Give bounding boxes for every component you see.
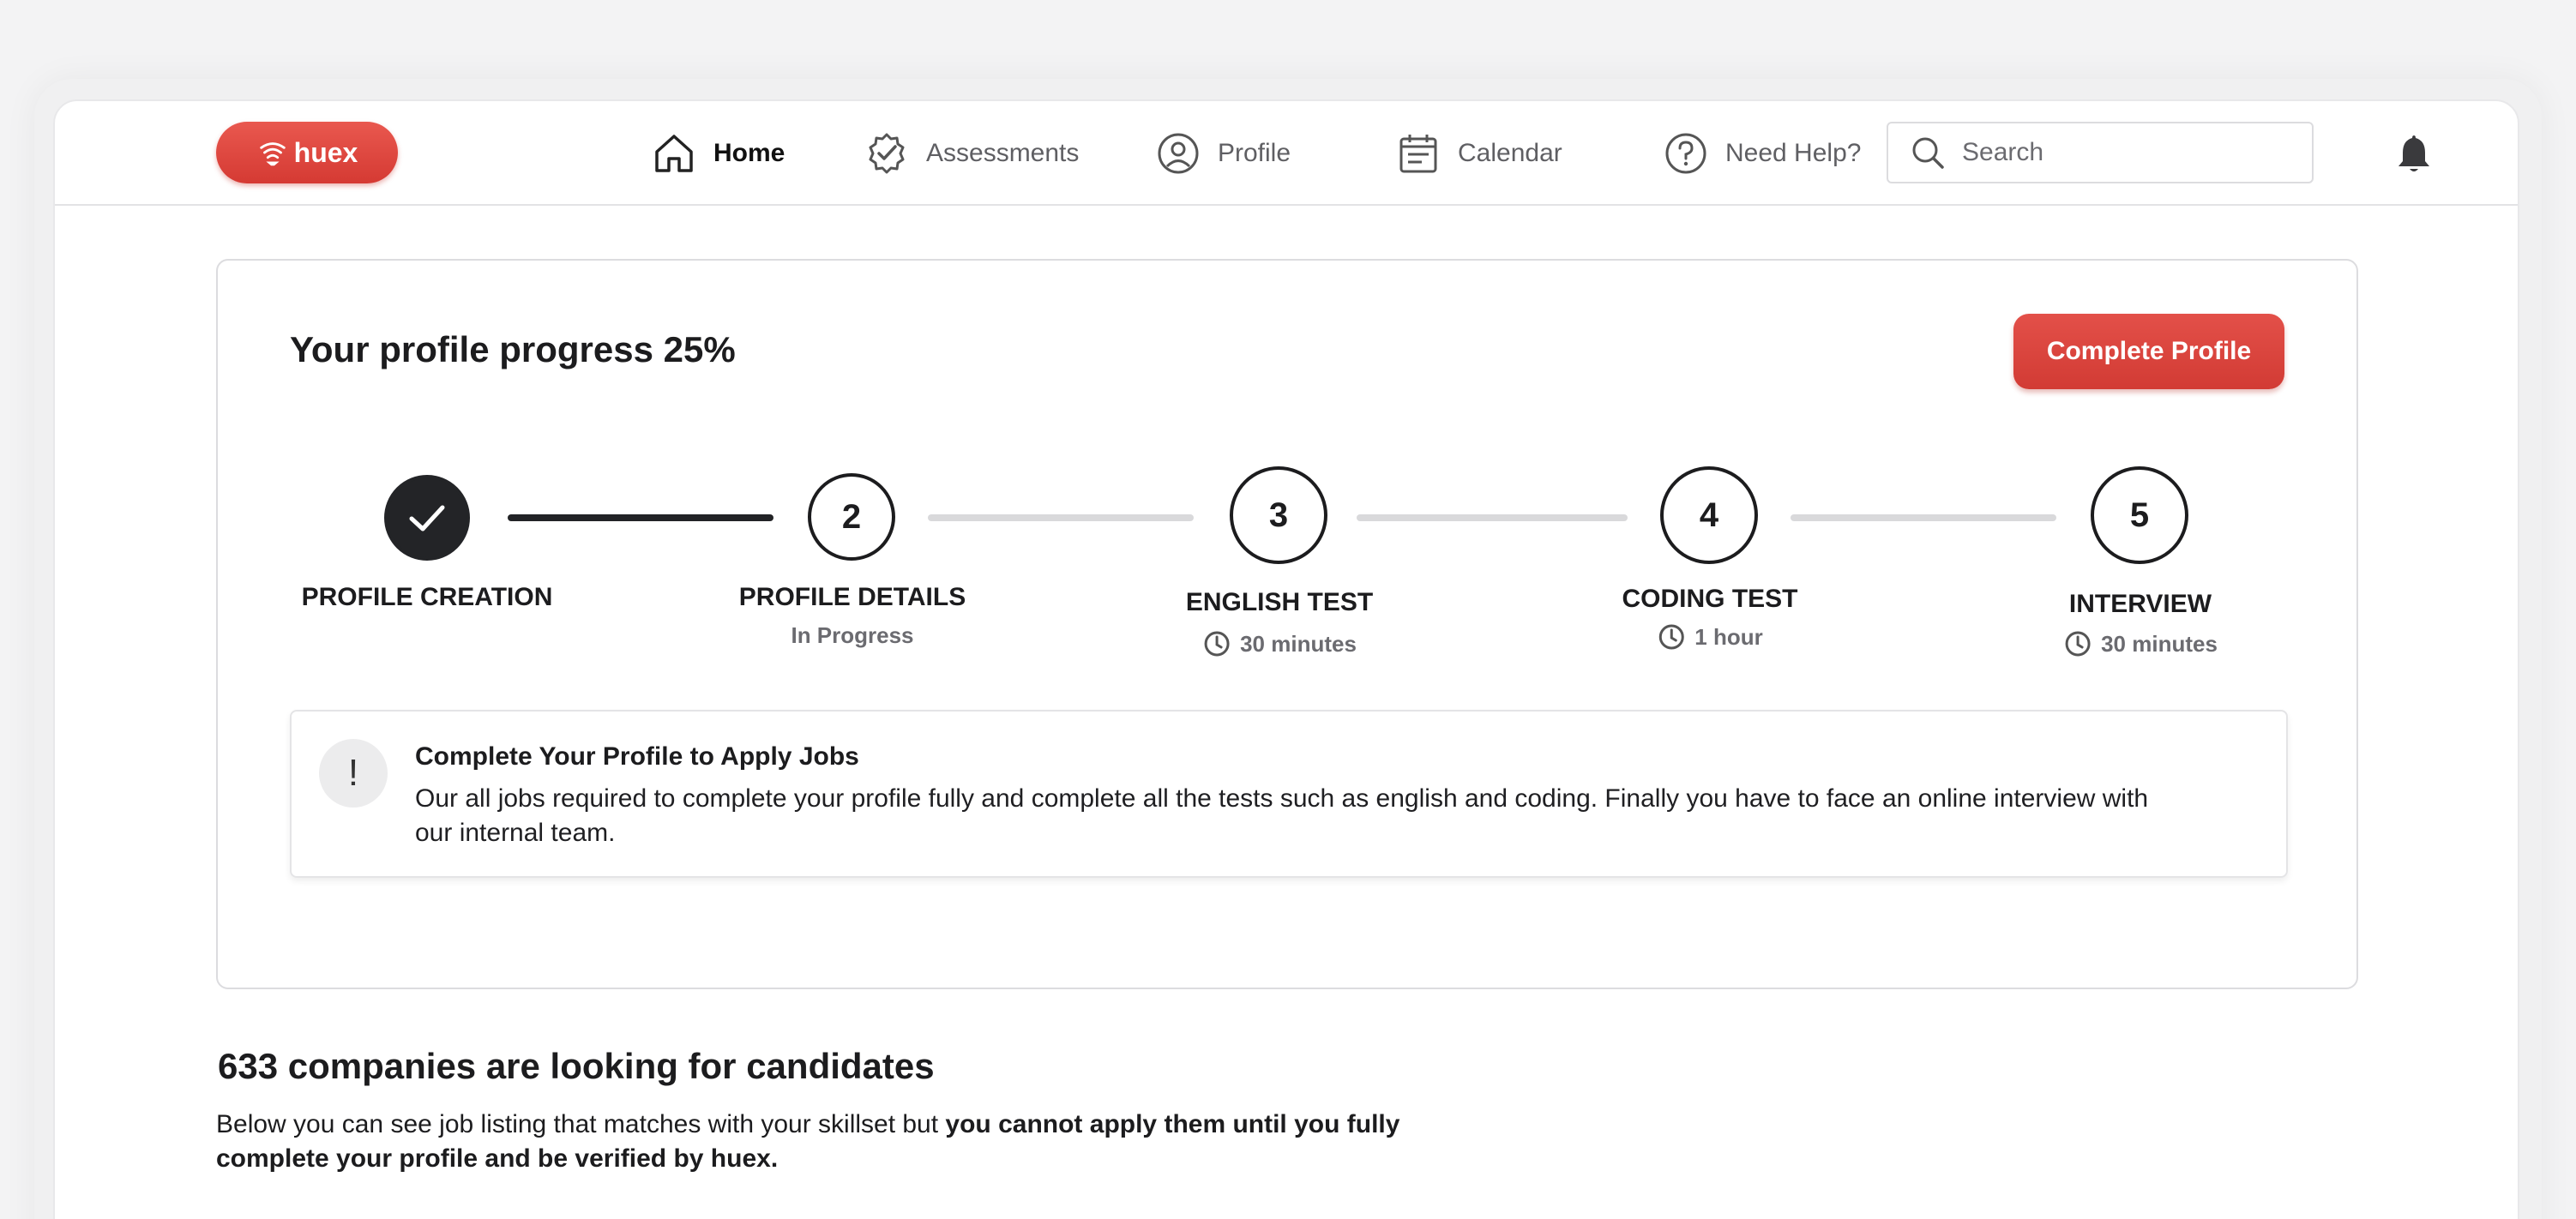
step-2-status <box>791 622 913 649</box>
step-connector-1 <box>508 514 773 521</box>
exclamation-icon: ! <box>319 739 388 808</box>
progress-title: Your profile progress 25% <box>290 329 736 369</box>
step-4-circle <box>1660 466 1758 564</box>
step-5-duration <box>2063 629 2218 658</box>
step-connector-4 <box>1791 514 2056 521</box>
step-5-label: INTERVIEW <box>2068 590 2212 618</box>
step-1-label: PROFILE CREATION <box>301 583 553 611</box>
nav-label-home: Home <box>713 139 785 167</box>
step-4-duration <box>1657 622 1762 652</box>
step-2-number: 2 <box>841 497 862 536</box>
nav-label-help: Need Help? <box>1725 139 1862 167</box>
step-connector-2 <box>928 514 1194 521</box>
step-4-number: 4 <box>1699 495 1719 534</box>
nav-item-assessments[interactable] <box>863 127 1079 180</box>
step-5-circle <box>2091 466 2188 564</box>
logo-text: huex <box>293 136 358 168</box>
nav-item-help[interactable] <box>1662 127 1861 180</box>
nav-item-home[interactable] <box>650 127 785 180</box>
search-icon <box>1909 134 1947 171</box>
companies-description <box>216 1108 1520 1176</box>
step-1-circle <box>384 475 470 561</box>
app-window <box>53 99 2519 1219</box>
clock-icon <box>1657 622 1686 652</box>
step-4-label: CODING TEST <box>1622 585 1798 613</box>
nav-item-profile[interactable] <box>1154 127 1291 180</box>
top-navbar <box>55 101 2518 206</box>
nav-label-calendar: Calendar <box>1458 139 1562 167</box>
complete-profile-button[interactable]: Complete Profile <box>2013 314 2284 389</box>
help-circle-icon <box>1662 129 1710 177</box>
notice-title: Complete Your Profile to Apply Jobs <box>415 742 859 771</box>
notification-bell-icon[interactable] <box>2391 130 2437 177</box>
step-5-number: 5 <box>2129 495 2150 534</box>
user-circle-icon <box>1154 129 1202 177</box>
step-3-duration <box>1202 629 1357 658</box>
apply-jobs-notice <box>290 710 2288 878</box>
companies-desc-plain: Below you can see job listing that matches with your skillset but <box>216 1110 946 1138</box>
step-3-label: ENGLISH TEST <box>1185 588 1374 616</box>
clock-icon <box>2063 629 2092 658</box>
badge-check-icon <box>863 129 911 177</box>
step-5-duration-text: 30 minutes <box>2101 630 2218 657</box>
calendar-icon <box>1394 129 1442 177</box>
companies-desc-bold: you cannot apply them until you fully complete your profile and be verified by huex. <box>216 1110 1400 1173</box>
step-3-circle <box>1230 466 1327 564</box>
clock-icon <box>1202 629 1231 658</box>
step-4-duration-text: 1 hour <box>1694 623 1763 650</box>
companies-heading: 633 companies are looking for candidates <box>218 1046 935 1086</box>
home-icon <box>650 129 698 177</box>
step-2-status-text: In Progress <box>791 622 914 648</box>
step-2-label: PROFILE DETAILS <box>738 583 966 611</box>
nav-label-assessments: Assessments <box>926 139 1080 167</box>
nav-label-profile: Profile <box>1218 139 1291 167</box>
step-3-number: 3 <box>1268 495 1289 534</box>
search-input[interactable] <box>1962 138 2288 167</box>
step-3-duration-text: 30 minutes <box>1240 630 1357 657</box>
search-box[interactable] <box>1887 122 2314 183</box>
step-2-circle <box>808 473 895 561</box>
nav-item-calendar[interactable] <box>1394 127 1562 180</box>
checkmark-icon <box>401 492 453 543</box>
notice-body: Our all jobs required to complete your profile fully and complete all the tests such as english and coding. Finally you have to face an online interview with our internal team. <box>415 784 2149 847</box>
step-connector-3 <box>1357 514 1628 521</box>
profile-progress-card <box>216 259 2358 989</box>
